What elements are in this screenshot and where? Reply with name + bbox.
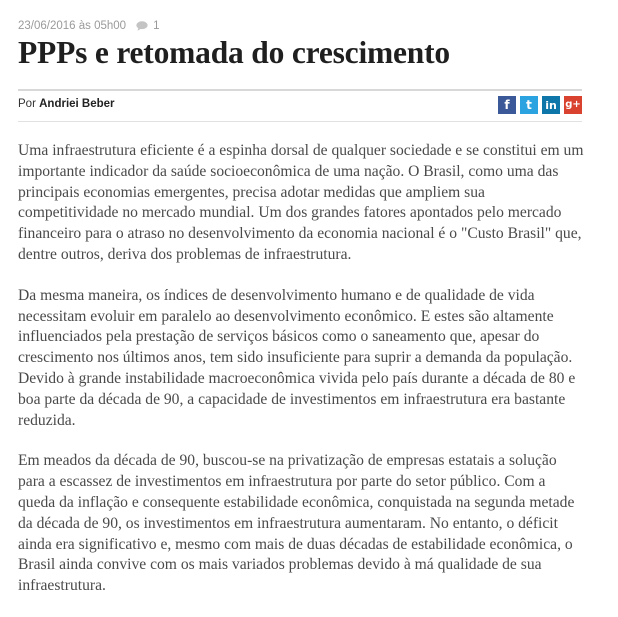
article-meta	[18, 20, 159, 32]
byline-bar	[18, 89, 582, 122]
comment-count: 1	[153, 20, 160, 32]
googleplus-icon: g+	[565, 99, 581, 110]
paragraph-1: Uma infraestrutura eficiente é a espinha dorsal de qualquer sociedade e se constitui em um importante indicador da saúde socioeconômica de uma nação. O Brasil, como uma das principais economias emergentes, precisa adotar medidas que ampliem sua competitividade no mercado mundial. Um dos grandes fatores apontados pelo mercado financeiro para o atraso no desenvolvimento da economia nacional é o "Custo Brasil" que, dentre outros, deriva dos problemas de infraestrutura.	[18, 142, 584, 263]
publish-date: 23/06/2016 às 05h00	[18, 20, 127, 32]
social-share	[498, 96, 582, 114]
facebook-share-button[interactable]	[498, 96, 516, 114]
facebook-icon: f	[504, 98, 510, 112]
byline	[18, 98, 115, 110]
author-name[interactable]: Andriei Beber	[39, 98, 115, 110]
paragraph-3: Em meados da década de 90, buscou-se na privatização de empresas estatais a solução para a escassez de investimentos em infraestrutura por parte do setor público. Com a queda da inflação e consequente estabilidade econômica, conquistada na segunda metade da década de 90, os investimentos em infraestrutura aumentaram. No entanto, o déficit ainda era significativo e, mesmo com mais de duas décadas de estabilidade econômica, o Brasil ainda convive com os mais variados problemas devido à má qualidade de sua infraestrutura.	[18, 452, 575, 595]
comments-link[interactable]	[136, 20, 159, 32]
twitter-share-button[interactable]	[520, 96, 538, 114]
article-body	[18, 141, 584, 617]
linkedin-share-button[interactable]	[542, 96, 560, 114]
byline-prefix: Por	[18, 98, 36, 110]
comment-icon	[136, 21, 148, 31]
linkedin-icon: in	[545, 98, 557, 112]
paragraph-2: Da mesma maneira, os índices de desenvolvimento humano e de qualidade de vida necessitam evoluir em paralelo ao desenvolvimento econômico. E estes são altamente influenciados pela prestação de serviços básicos como o saneamento que, apesar do crescimento nos últimos anos, tem sido insuficiente para suprir a demanda da população. Devido à grande instabilidade macroeconômica vivida pelo país durante a década de 80 e boa parte da década de 90, a capacidade de investimentos em infraestrutura era bastante reduzida.	[18, 286, 576, 429]
googleplus-share-button[interactable]	[564, 96, 582, 114]
article-headline: PPPs e retomada do crescimento	[18, 35, 450, 70]
twitter-icon: t	[526, 98, 532, 112]
